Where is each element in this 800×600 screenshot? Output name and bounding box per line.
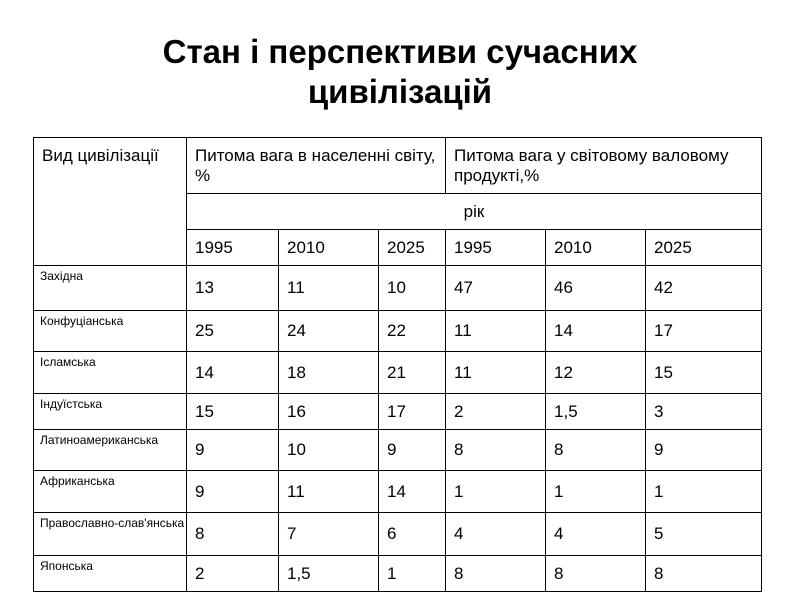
table-cell: 14: [187, 352, 279, 394]
group-header-population: Питома вага в населенні світу, %: [187, 138, 446, 194]
table-cell: 1: [646, 471, 762, 513]
table-cell: 10: [379, 266, 446, 311]
year-header: 1995: [446, 230, 546, 266]
civilization-name: Латиноамериканська: [34, 430, 187, 471]
year-header: 2025: [646, 230, 762, 266]
year-header: 2010: [546, 230, 646, 266]
table-cell: 15: [646, 352, 762, 394]
table-cell: 9: [187, 430, 279, 471]
table-cell: 17: [379, 394, 446, 430]
table-cell: 6: [379, 513, 446, 556]
table-cell: 1,5: [279, 556, 379, 592]
table-cell: 42: [646, 266, 762, 311]
table-row: [34, 352, 762, 394]
civilization-name: Індуїстська: [34, 394, 187, 430]
table-cell: 1,5: [546, 394, 646, 430]
table-cell: 15: [187, 394, 279, 430]
table-cell: 9: [379, 430, 446, 471]
table-cell: 1: [379, 556, 446, 592]
civilization-name: Західна: [34, 266, 187, 311]
table-row: [34, 513, 762, 556]
table-cell: 7: [279, 513, 379, 556]
table-cell: 9: [646, 430, 762, 471]
civilization-name: Японська: [34, 556, 187, 592]
table-cell: 25: [187, 311, 279, 352]
slide-title-line-2: цивілізацій: [307, 73, 493, 110]
header-row-groups: [34, 138, 762, 194]
table-row: [34, 556, 762, 592]
table-row: [34, 394, 762, 430]
table-cell: 17: [646, 311, 762, 352]
table-row: [34, 471, 762, 513]
table-cell: 8: [646, 556, 762, 592]
table-cell: 8: [187, 513, 279, 556]
civilizations-table: [33, 137, 762, 592]
table-cell: 47: [446, 266, 546, 311]
table-cell: 12: [546, 352, 646, 394]
year-header: 2010: [279, 230, 379, 266]
table-cell: 11: [279, 471, 379, 513]
table-cell: 21: [379, 352, 446, 394]
table-cell: 9: [187, 471, 279, 513]
table-cell: 11: [446, 352, 546, 394]
year-header: 1995: [187, 230, 279, 266]
table-row: [34, 430, 762, 471]
table-cell: 5: [646, 513, 762, 556]
corner-header: Вид цивілізації: [34, 138, 187, 266]
table-cell: 4: [546, 513, 646, 556]
year-label: рік: [187, 194, 762, 230]
table-cell: 14: [379, 471, 446, 513]
table-cell: 11: [279, 266, 379, 311]
table-cell: 8: [546, 556, 646, 592]
table-cell: 13: [187, 266, 279, 311]
table-cell: 3: [646, 394, 762, 430]
table-cell: 1: [546, 471, 646, 513]
table-cell: 1: [446, 471, 546, 513]
group-header-gdp: Питома вага у світовому валовому продукті,%: [446, 138, 762, 194]
table-cell: 10: [279, 430, 379, 471]
table-row: [34, 266, 762, 311]
table-cell: 2: [446, 394, 546, 430]
table-row: [34, 311, 762, 352]
year-header: 2025: [379, 230, 446, 266]
table-cell: 4: [446, 513, 546, 556]
slide-title: [0, 32, 800, 112]
slide-title-line-1: Стан і перспективи сучасних: [162, 33, 638, 70]
civilization-name: Ісламська: [34, 352, 187, 394]
table-cell: 16: [279, 394, 379, 430]
table-cell: 22: [379, 311, 446, 352]
table-cell: 18: [279, 352, 379, 394]
table-cell: 8: [546, 430, 646, 471]
table-cell: 46: [546, 266, 646, 311]
table-cell: 14: [546, 311, 646, 352]
civilization-name: Конфуціанська: [34, 311, 187, 352]
table-cell: 11: [446, 311, 546, 352]
table-cell: 24: [279, 311, 379, 352]
table-cell: 8: [446, 556, 546, 592]
table-cell: 2: [187, 556, 279, 592]
civilization-name: Православно-слав'янська: [34, 513, 187, 556]
civilization-name: Африканська: [34, 471, 187, 513]
table-cell: 8: [446, 430, 546, 471]
